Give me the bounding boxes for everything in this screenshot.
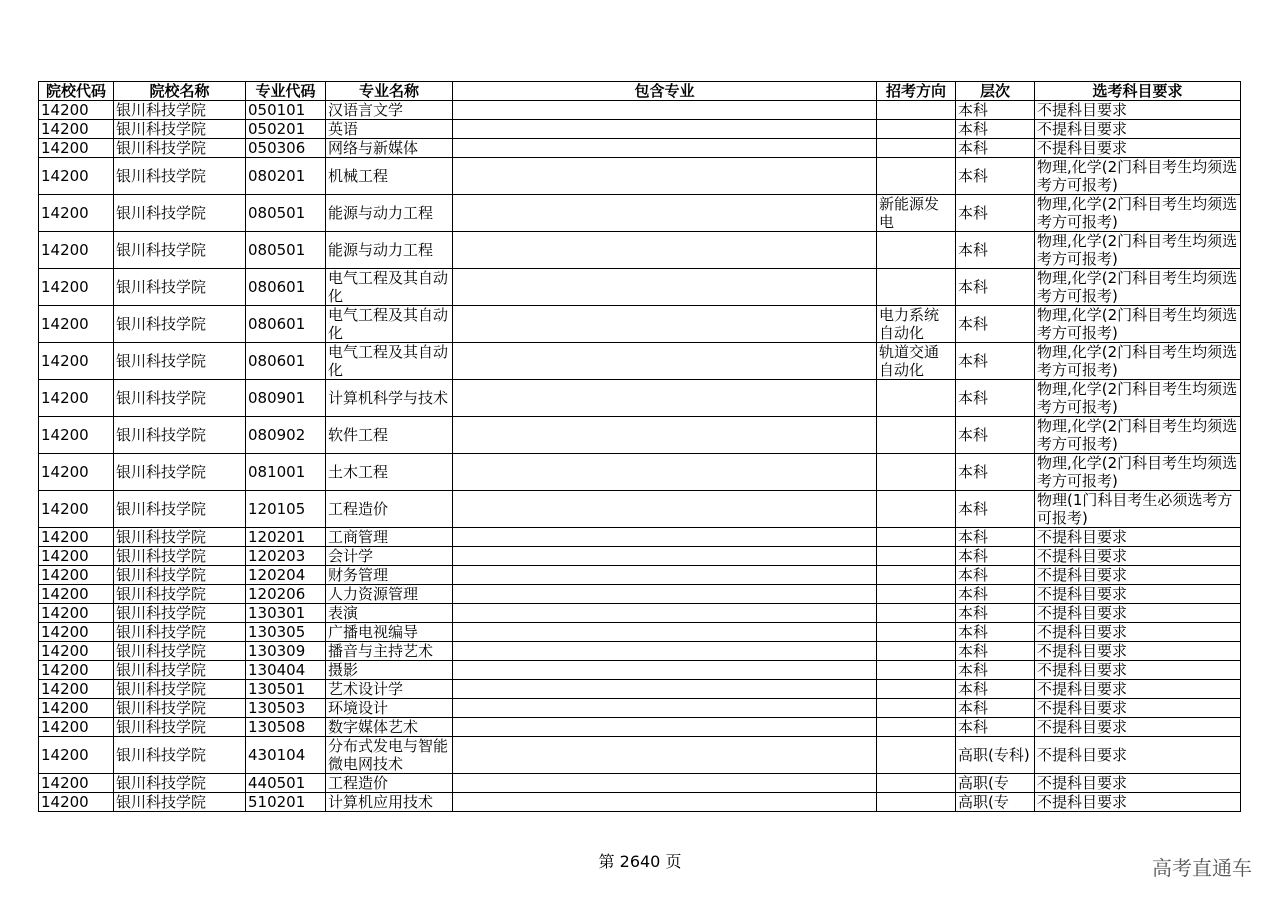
cell-direction xyxy=(877,454,956,491)
cell-included-majors xyxy=(453,661,877,680)
cell-included-majors xyxy=(453,158,877,195)
cell-school-name: 银川科技学院 xyxy=(114,306,246,343)
cell-major-name: 网络与新媒体 xyxy=(326,139,453,158)
cell-major-name: 汉语言文学 xyxy=(326,101,453,120)
table-row xyxy=(39,380,1241,417)
table-row xyxy=(39,604,1241,623)
table-row xyxy=(39,343,1241,380)
cell-school-name: 银川科技学院 xyxy=(114,642,246,661)
cell-subject-requirement: 物理,化学(2门科目考生均须选考方可报考) xyxy=(1035,417,1241,454)
cell-school-code: 14200 xyxy=(39,491,114,528)
cell-included-majors xyxy=(453,491,877,528)
table-row xyxy=(39,547,1241,566)
cell-level: 高职(专 xyxy=(956,774,1035,793)
table-row xyxy=(39,101,1241,120)
col-header-school-name: 院校名称 xyxy=(114,82,246,101)
cell-direction xyxy=(877,718,956,737)
cell-school-code: 14200 xyxy=(39,585,114,604)
cell-subject-requirement: 不提科目要求 xyxy=(1035,680,1241,699)
cell-level: 本科 xyxy=(956,566,1035,585)
table-row xyxy=(39,718,1241,737)
table-row xyxy=(39,232,1241,269)
table-row xyxy=(39,566,1241,585)
table-row xyxy=(39,737,1241,774)
cell-level: 本科 xyxy=(956,195,1035,232)
cell-major-code: 080601 xyxy=(246,343,326,380)
cell-subject-requirement: 物理,化学(2门科目考生均须选考方可报考) xyxy=(1035,306,1241,343)
table-row xyxy=(39,139,1241,158)
cell-major-name: 表演 xyxy=(326,604,453,623)
cell-school-code: 14200 xyxy=(39,661,114,680)
col-header-major-name: 专业名称 xyxy=(326,82,453,101)
cell-direction xyxy=(877,491,956,528)
cell-direction xyxy=(877,661,956,680)
cell-level: 高职(专 xyxy=(956,793,1035,812)
cell-level: 本科 xyxy=(956,623,1035,642)
cell-school-name: 银川科技学院 xyxy=(114,774,246,793)
cell-subject-requirement: 不提科目要求 xyxy=(1035,139,1241,158)
cell-subject-requirement: 不提科目要求 xyxy=(1035,737,1241,774)
cell-direction xyxy=(877,585,956,604)
cell-major-code: 080601 xyxy=(246,306,326,343)
cell-included-majors xyxy=(453,101,877,120)
cell-included-majors xyxy=(453,718,877,737)
cell-subject-requirement: 不提科目要求 xyxy=(1035,547,1241,566)
cell-major-name: 英语 xyxy=(326,120,453,139)
cell-school-name: 银川科技学院 xyxy=(114,718,246,737)
col-header-included-majors: 包含专业 xyxy=(453,82,877,101)
cell-major-code: 130503 xyxy=(246,699,326,718)
cell-direction xyxy=(877,774,956,793)
cell-direction xyxy=(877,699,956,718)
cell-school-name: 银川科技学院 xyxy=(114,661,246,680)
cell-included-majors xyxy=(453,547,877,566)
cell-included-majors xyxy=(453,417,877,454)
cell-included-majors xyxy=(453,269,877,306)
cell-major-code: 080201 xyxy=(246,158,326,195)
cell-major-name: 电气工程及其自动化 xyxy=(326,306,453,343)
table-row xyxy=(39,793,1241,812)
cell-major-code: 440501 xyxy=(246,774,326,793)
cell-major-code: 080901 xyxy=(246,380,326,417)
cell-level: 本科 xyxy=(956,454,1035,491)
cell-major-name: 计算机应用技术 xyxy=(326,793,453,812)
watermark: 高考直通车 xyxy=(1152,856,1252,880)
cell-school-name: 银川科技学院 xyxy=(114,528,246,547)
cell-direction xyxy=(877,793,956,812)
cell-subject-requirement: 不提科目要求 xyxy=(1035,585,1241,604)
cell-direction xyxy=(877,623,956,642)
cell-included-majors xyxy=(453,623,877,642)
cell-school-name: 银川科技学院 xyxy=(114,380,246,417)
cell-school-code: 14200 xyxy=(39,232,114,269)
cell-school-code: 14200 xyxy=(39,528,114,547)
cell-subject-requirement: 不提科目要求 xyxy=(1035,120,1241,139)
cell-level: 本科 xyxy=(956,417,1035,454)
cell-school-code: 14200 xyxy=(39,547,114,566)
table-row xyxy=(39,699,1241,718)
table-row xyxy=(39,623,1241,642)
cell-major-name: 能源与动力工程 xyxy=(326,232,453,269)
cell-included-majors xyxy=(453,195,877,232)
cell-included-majors xyxy=(453,120,877,139)
table-row xyxy=(39,120,1241,139)
cell-included-majors xyxy=(453,699,877,718)
cell-school-code: 14200 xyxy=(39,718,114,737)
cell-included-majors xyxy=(453,232,877,269)
cell-school-code: 14200 xyxy=(39,699,114,718)
table-row xyxy=(39,680,1241,699)
cell-major-code: 120105 xyxy=(246,491,326,528)
cell-school-name: 银川科技学院 xyxy=(114,269,246,306)
cell-subject-requirement: 物理,化学(2门科目考生均须选考方可报考) xyxy=(1035,454,1241,491)
cell-school-name: 银川科技学院 xyxy=(114,737,246,774)
cell-level: 本科 xyxy=(956,101,1035,120)
col-header-level: 层次 xyxy=(956,82,1035,101)
cell-major-name: 计算机科学与技术 xyxy=(326,380,453,417)
cell-level: 本科 xyxy=(956,343,1035,380)
cell-subject-requirement: 物理(1门科目考生必须选考方可报考) xyxy=(1035,491,1241,528)
cell-major-name: 播音与主持艺术 xyxy=(326,642,453,661)
cell-included-majors xyxy=(453,793,877,812)
cell-school-code: 14200 xyxy=(39,454,114,491)
cell-major-name: 会计学 xyxy=(326,547,453,566)
cell-included-majors xyxy=(453,139,877,158)
cell-level: 本科 xyxy=(956,120,1035,139)
cell-school-code: 14200 xyxy=(39,737,114,774)
table-row xyxy=(39,661,1241,680)
cell-included-majors xyxy=(453,642,877,661)
cell-subject-requirement: 不提科目要求 xyxy=(1035,718,1241,737)
cell-level: 本科 xyxy=(956,699,1035,718)
cell-school-name: 银川科技学院 xyxy=(114,793,246,812)
cell-direction xyxy=(877,680,956,699)
cell-school-name: 银川科技学院 xyxy=(114,604,246,623)
cell-major-name: 人力资源管理 xyxy=(326,585,453,604)
cell-direction xyxy=(877,101,956,120)
col-header-subject-requirement: 选考科目要求 xyxy=(1035,82,1241,101)
table-row xyxy=(39,417,1241,454)
cell-school-code: 14200 xyxy=(39,793,114,812)
cell-school-code: 14200 xyxy=(39,269,114,306)
cell-included-majors xyxy=(453,454,877,491)
cell-level: 本科 xyxy=(956,139,1035,158)
cell-major-code: 080501 xyxy=(246,232,326,269)
cell-subject-requirement: 不提科目要求 xyxy=(1035,101,1241,120)
admissions-table xyxy=(38,81,1241,812)
cell-direction xyxy=(877,417,956,454)
cell-school-code: 14200 xyxy=(39,139,114,158)
table-row xyxy=(39,454,1241,491)
cell-subject-requirement: 不提科目要求 xyxy=(1035,604,1241,623)
cell-school-code: 14200 xyxy=(39,566,114,585)
cell-school-code: 14200 xyxy=(39,604,114,623)
table-row xyxy=(39,642,1241,661)
cell-direction xyxy=(877,139,956,158)
cell-school-name: 银川科技学院 xyxy=(114,417,246,454)
cell-major-name: 机械工程 xyxy=(326,158,453,195)
cell-level: 本科 xyxy=(956,528,1035,547)
cell-subject-requirement: 不提科目要求 xyxy=(1035,793,1241,812)
table-row xyxy=(39,306,1241,343)
cell-school-code: 14200 xyxy=(39,343,114,380)
cell-subject-requirement: 物理,化学(2门科目考生均须选考方可报考) xyxy=(1035,380,1241,417)
cell-included-majors xyxy=(453,528,877,547)
cell-level: 本科 xyxy=(956,661,1035,680)
cell-major-code: 080501 xyxy=(246,195,326,232)
cell-subject-requirement: 物理,化学(2门科目考生均须选考方可报考) xyxy=(1035,269,1241,306)
cell-school-name: 银川科技学院 xyxy=(114,139,246,158)
cell-school-code: 14200 xyxy=(39,642,114,661)
cell-direction: 轨道交通自动化 xyxy=(877,343,956,380)
cell-school-name: 银川科技学院 xyxy=(114,491,246,528)
cell-level: 本科 xyxy=(956,380,1035,417)
cell-major-code: 081001 xyxy=(246,454,326,491)
cell-major-name: 土木工程 xyxy=(326,454,453,491)
cell-included-majors xyxy=(453,774,877,793)
cell-major-name: 数字媒体艺术 xyxy=(326,718,453,737)
cell-subject-requirement: 不提科目要求 xyxy=(1035,642,1241,661)
cell-included-majors xyxy=(453,566,877,585)
cell-direction xyxy=(877,642,956,661)
cell-major-code: 130305 xyxy=(246,623,326,642)
cell-included-majors xyxy=(453,680,877,699)
cell-direction xyxy=(877,737,956,774)
cell-level: 本科 xyxy=(956,232,1035,269)
cell-included-majors xyxy=(453,306,877,343)
cell-direction xyxy=(877,547,956,566)
cell-major-name: 电气工程及其自动化 xyxy=(326,269,453,306)
cell-school-name: 银川科技学院 xyxy=(114,158,246,195)
cell-direction xyxy=(877,604,956,623)
cell-level: 高职(专科) xyxy=(956,737,1035,774)
cell-school-name: 银川科技学院 xyxy=(114,343,246,380)
cell-school-name: 银川科技学院 xyxy=(114,566,246,585)
table-row xyxy=(39,491,1241,528)
cell-level: 本科 xyxy=(956,158,1035,195)
cell-school-name: 银川科技学院 xyxy=(114,232,246,269)
cell-direction xyxy=(877,566,956,585)
cell-included-majors xyxy=(453,604,877,623)
cell-major-code: 130501 xyxy=(246,680,326,699)
cell-subject-requirement: 不提科目要求 xyxy=(1035,774,1241,793)
cell-major-code: 130301 xyxy=(246,604,326,623)
table-row xyxy=(39,585,1241,604)
cell-subject-requirement: 不提科目要求 xyxy=(1035,623,1241,642)
cell-level: 本科 xyxy=(956,718,1035,737)
cell-level: 本科 xyxy=(956,642,1035,661)
cell-school-name: 银川科技学院 xyxy=(114,454,246,491)
cell-level: 本科 xyxy=(956,306,1035,343)
cell-level: 本科 xyxy=(956,680,1035,699)
cell-school-name: 银川科技学院 xyxy=(114,623,246,642)
page-number: 第 2640 页 xyxy=(598,852,682,871)
cell-major-code: 120206 xyxy=(246,585,326,604)
cell-level: 本科 xyxy=(956,547,1035,566)
cell-level: 本科 xyxy=(956,585,1035,604)
cell-school-name: 银川科技学院 xyxy=(114,120,246,139)
cell-major-code: 430104 xyxy=(246,737,326,774)
table-row xyxy=(39,774,1241,793)
cell-school-code: 14200 xyxy=(39,623,114,642)
cell-major-code: 120204 xyxy=(246,566,326,585)
cell-level: 本科 xyxy=(956,604,1035,623)
cell-major-name: 能源与动力工程 xyxy=(326,195,453,232)
cell-included-majors xyxy=(453,343,877,380)
cell-major-name: 工商管理 xyxy=(326,528,453,547)
cell-school-code: 14200 xyxy=(39,120,114,139)
cell-subject-requirement: 不提科目要求 xyxy=(1035,699,1241,718)
cell-major-name: 软件工程 xyxy=(326,417,453,454)
cell-school-name: 银川科技学院 xyxy=(114,547,246,566)
cell-direction: 电力系统自动化 xyxy=(877,306,956,343)
cell-major-name: 工程造价 xyxy=(326,491,453,528)
cell-included-majors xyxy=(453,585,877,604)
cell-subject-requirement: 物理,化学(2门科目考生均须选考方可报考) xyxy=(1035,195,1241,232)
cell-direction xyxy=(877,528,956,547)
cell-school-code: 14200 xyxy=(39,101,114,120)
cell-school-code: 14200 xyxy=(39,158,114,195)
cell-major-code: 130404 xyxy=(246,661,326,680)
cell-major-name: 广播电视编导 xyxy=(326,623,453,642)
cell-major-code: 130309 xyxy=(246,642,326,661)
cell-major-code: 050306 xyxy=(246,139,326,158)
col-header-direction: 招考方向 xyxy=(877,82,956,101)
cell-direction xyxy=(877,158,956,195)
cell-school-name: 银川科技学院 xyxy=(114,195,246,232)
cell-major-name: 环境设计 xyxy=(326,699,453,718)
cell-major-name: 分布式发电与智能微电网技术 xyxy=(326,737,453,774)
cell-major-name: 财务管理 xyxy=(326,566,453,585)
cell-direction xyxy=(877,232,956,269)
table-row xyxy=(39,195,1241,232)
cell-major-code: 120203 xyxy=(246,547,326,566)
cell-school-code: 14200 xyxy=(39,380,114,417)
cell-major-code: 050201 xyxy=(246,120,326,139)
cell-included-majors xyxy=(453,380,877,417)
cell-direction xyxy=(877,269,956,306)
cell-subject-requirement: 不提科目要求 xyxy=(1035,661,1241,680)
cell-major-code: 080601 xyxy=(246,269,326,306)
cell-major-name: 摄影 xyxy=(326,661,453,680)
table-row xyxy=(39,158,1241,195)
cell-school-code: 14200 xyxy=(39,680,114,699)
cell-major-name: 艺术设计学 xyxy=(326,680,453,699)
cell-major-code: 050101 xyxy=(246,101,326,120)
cell-school-name: 银川科技学院 xyxy=(114,699,246,718)
cell-subject-requirement: 不提科目要求 xyxy=(1035,566,1241,585)
cell-direction xyxy=(877,380,956,417)
cell-school-name: 银川科技学院 xyxy=(114,585,246,604)
cell-subject-requirement: 物理,化学(2门科目考生均须选考方可报考) xyxy=(1035,343,1241,380)
cell-included-majors xyxy=(453,737,877,774)
cell-subject-requirement: 不提科目要求 xyxy=(1035,528,1241,547)
cell-subject-requirement: 物理,化学(2门科目考生均须选考方可报考) xyxy=(1035,158,1241,195)
cell-direction xyxy=(877,120,956,139)
cell-major-code: 130508 xyxy=(246,718,326,737)
cell-major-name: 电气工程及其自动化 xyxy=(326,343,453,380)
cell-level: 本科 xyxy=(956,269,1035,306)
table-row xyxy=(39,528,1241,547)
cell-school-code: 14200 xyxy=(39,774,114,793)
table-body xyxy=(39,101,1241,812)
col-header-school-code: 院校代码 xyxy=(39,82,114,101)
header-row xyxy=(39,82,1241,101)
cell-subject-requirement: 物理,化学(2门科目考生均须选考方可报考) xyxy=(1035,232,1241,269)
cell-school-name: 银川科技学院 xyxy=(114,680,246,699)
cell-school-code: 14200 xyxy=(39,195,114,232)
cell-major-code: 080902 xyxy=(246,417,326,454)
cell-major-code: 510201 xyxy=(246,793,326,812)
cell-level: 本科 xyxy=(956,491,1035,528)
col-header-major-code: 专业代码 xyxy=(246,82,326,101)
cell-major-code: 120201 xyxy=(246,528,326,547)
cell-major-name: 工程造价 xyxy=(326,774,453,793)
cell-school-code: 14200 xyxy=(39,306,114,343)
cell-school-code: 14200 xyxy=(39,417,114,454)
cell-school-name: 银川科技学院 xyxy=(114,101,246,120)
cell-direction: 新能源发电 xyxy=(877,195,956,232)
table-row xyxy=(39,269,1241,306)
